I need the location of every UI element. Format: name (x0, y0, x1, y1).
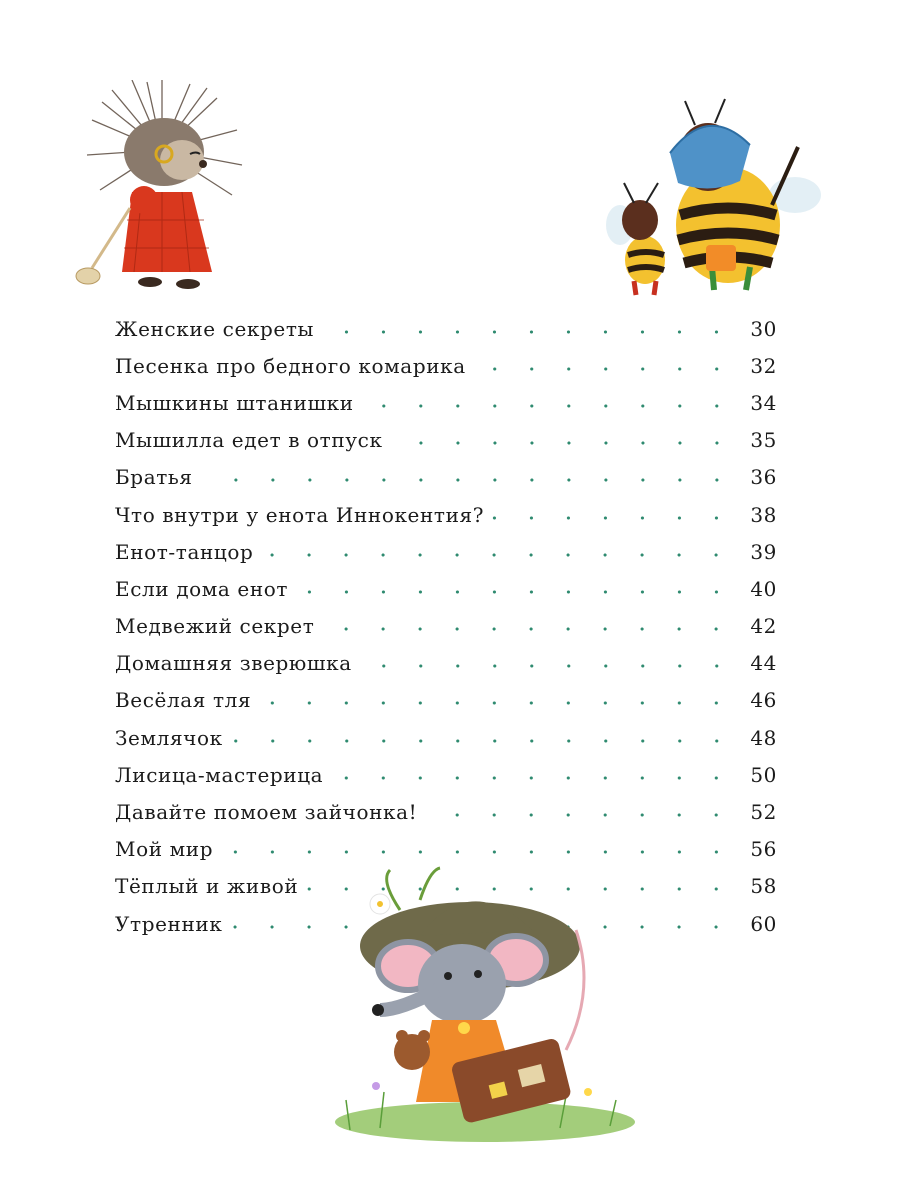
toc-entry (115, 347, 777, 384)
table-of-contents (115, 310, 777, 942)
toc-entry (115, 570, 777, 607)
toc-entry (115, 459, 777, 496)
toc-entry-page: 48 (750, 725, 777, 750)
toc-entry (115, 310, 777, 347)
toc-entry (115, 422, 777, 459)
toc-entry-page: 32 (750, 353, 777, 378)
toc-entry (115, 756, 777, 793)
toc-entry-title: Домашняя зверюшка (115, 651, 352, 676)
leader-dots (221, 849, 735, 855)
toc-entry-title: Медвежий секрет (115, 614, 315, 639)
toc-entry-page: 56 (750, 837, 777, 862)
leader-dots (474, 366, 735, 372)
toc-entry-page: 39 (750, 539, 777, 564)
leader-dots (259, 700, 735, 706)
toc-entry-page: 36 (750, 465, 777, 490)
toc-entry (115, 384, 777, 421)
leader-dots (362, 403, 735, 409)
toc-entry-page: 35 (750, 428, 777, 453)
toc-entry-title: Мышилла едет в отпуск (115, 428, 383, 453)
toc-entry-page: 58 (750, 874, 777, 899)
leader-dots (261, 552, 735, 558)
toc-entry (115, 719, 777, 756)
toc-entry-page: 42 (750, 614, 777, 639)
toc-entry-title: Песенка про бедного комарика (115, 353, 466, 378)
toc-entry (115, 608, 777, 645)
toc-entry-page: 30 (750, 316, 777, 341)
toc-entry-page: 40 (750, 576, 777, 601)
leader-dots (201, 477, 735, 483)
toc-entry (115, 496, 777, 533)
toc-entry (115, 682, 777, 719)
toc-entry-title: Лисица-мастерица (115, 762, 324, 787)
mouse-illustration (320, 860, 650, 1150)
leader-dots (231, 738, 735, 744)
toc-entry-title: Енот-танцор (115, 539, 254, 564)
toc-entry-title: Если дома енот (115, 576, 289, 601)
leader-dots (425, 812, 735, 818)
toc-entry-page: 34 (750, 390, 777, 415)
leader-dots (322, 329, 735, 335)
bees-illustration (600, 95, 830, 305)
toc-entry-page: 38 (750, 502, 777, 527)
leader-dots (492, 515, 735, 521)
toc-entry-title: Давайте помоем зайчонка! (115, 800, 418, 825)
toc-entry-title: Утренник (115, 911, 223, 936)
toc-entry-title: Тёплый и живой (115, 874, 299, 899)
leader-dots (360, 663, 735, 669)
leader-dots (296, 589, 735, 595)
toc-entry-page: 44 (750, 651, 777, 676)
leader-dots (331, 775, 735, 781)
toc-entry (115, 533, 777, 570)
leader-dots (322, 626, 735, 632)
toc-entry (115, 645, 777, 682)
toc-entry-title: Мышкины штанишки (115, 390, 354, 415)
toc-entry (115, 793, 777, 830)
toc-entry-title: Землячок (115, 725, 223, 750)
hedgehog-illustration (72, 80, 252, 300)
toc-entry-title: Весёлая тля (115, 688, 252, 713)
leader-dots (391, 440, 735, 446)
toc-entry-page: 60 (750, 911, 777, 936)
toc-entry-page: 46 (750, 688, 777, 713)
toc-entry-title: Что внутри у енота Иннокентия? (115, 502, 485, 527)
toc-entry-title: Мой мир (115, 837, 214, 862)
toc-entry-title: Женские секреты (115, 316, 315, 341)
toc-entry-title: Братья (115, 465, 193, 490)
toc-entry-page: 52 (750, 800, 777, 825)
toc-entry-page: 50 (750, 762, 777, 787)
